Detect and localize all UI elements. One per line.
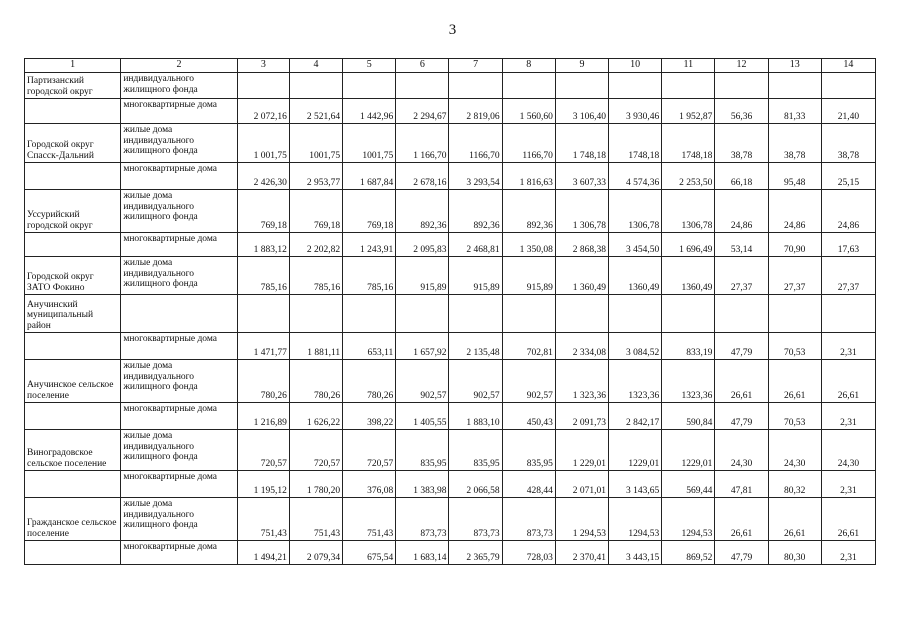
- housing-type: жилые дома индивидуального жилищного фонда: [121, 360, 237, 403]
- value-cell: [821, 295, 875, 333]
- housing-type: жилые дома индивидуального жилищного фонда: [121, 430, 237, 471]
- value-cell: 2 678,16: [396, 163, 449, 190]
- value-cell: 1 471,77: [237, 333, 289, 360]
- value-cell: 66,18: [715, 163, 768, 190]
- value-cell: 915,89: [449, 257, 502, 295]
- housing-type: многоквартирные дома: [121, 233, 237, 257]
- value-cell: 2 253,50: [662, 163, 715, 190]
- value-cell: 3 930,46: [609, 99, 662, 124]
- table-row: [25, 430, 876, 471]
- value-cell: 17,63: [821, 233, 875, 257]
- value-cell: 785,16: [237, 257, 289, 295]
- value-cell: 2 426,30: [237, 163, 289, 190]
- header-row: [25, 59, 876, 73]
- value-cell: 835,95: [449, 430, 502, 471]
- value-cell: 835,95: [396, 430, 449, 471]
- value-cell: 1 816,63: [502, 163, 555, 190]
- value-cell: 3 084,52: [609, 333, 662, 360]
- value-cell: 2,31: [821, 471, 875, 498]
- table-row: [25, 233, 876, 257]
- value-cell: 1 294,53: [555, 498, 608, 541]
- table-row: [25, 471, 876, 498]
- municipality-name: Анучинский муниципальный район: [25, 295, 121, 333]
- value-cell: 47,79: [715, 403, 768, 430]
- value-cell: [821, 73, 875, 99]
- value-cell: 2 521,64: [289, 99, 342, 124]
- housing-type: многоквартирные дома: [121, 163, 237, 190]
- value-cell: 1 229,01: [555, 430, 608, 471]
- value-cell: 1 306,78: [555, 190, 608, 233]
- value-cell: 2 819,06: [449, 99, 502, 124]
- value-cell: 2 365,79: [449, 541, 502, 565]
- value-cell: 26,61: [821, 360, 875, 403]
- value-cell: [768, 295, 821, 333]
- housing-type: индивидуального жилищного фонда: [121, 73, 237, 99]
- value-cell: 1 881,11: [289, 333, 342, 360]
- value-cell: 1001,75: [343, 124, 396, 163]
- table-row: [25, 360, 876, 403]
- value-cell: 751,43: [289, 498, 342, 541]
- value-cell: 81,33: [768, 99, 821, 124]
- value-cell: 1 216,89: [237, 403, 289, 430]
- value-cell: 450,43: [502, 403, 555, 430]
- value-cell: 2 095,83: [396, 233, 449, 257]
- value-cell: 1 560,60: [502, 99, 555, 124]
- value-cell: [449, 295, 502, 333]
- value-cell: 720,57: [289, 430, 342, 471]
- value-cell: 2 294,67: [396, 99, 449, 124]
- value-cell: 873,73: [502, 498, 555, 541]
- value-cell: 1 883,12: [237, 233, 289, 257]
- value-cell: 2,31: [821, 541, 875, 565]
- value-cell: 1 442,96: [343, 99, 396, 124]
- table-row: [25, 295, 876, 333]
- value-cell: [768, 73, 821, 99]
- housing-type: [121, 295, 237, 333]
- value-cell: 902,57: [396, 360, 449, 403]
- housing-type: жилые дома индивидуального жилищного фонда: [121, 257, 237, 295]
- value-cell: 95,48: [768, 163, 821, 190]
- value-cell: 751,43: [237, 498, 289, 541]
- value-cell: 1 383,98: [396, 471, 449, 498]
- value-cell: 24,30: [821, 430, 875, 471]
- value-cell: 3 443,15: [609, 541, 662, 565]
- value-cell: 1 883,10: [449, 403, 502, 430]
- value-cell: 1166,70: [449, 124, 502, 163]
- municipality-name: Городской округ Спасск-Дальний: [25, 124, 121, 163]
- housing-type: жилые дома индивидуального жилищного фонда: [121, 498, 237, 541]
- value-cell: [609, 295, 662, 333]
- value-cell: 2 202,82: [289, 233, 342, 257]
- value-cell: [289, 73, 342, 99]
- municipality-name: Уссурийский городской округ: [25, 190, 121, 233]
- value-cell: 590,84: [662, 403, 715, 430]
- column-header: 12: [715, 59, 768, 73]
- value-cell: 869,52: [662, 541, 715, 565]
- value-cell: [715, 295, 768, 333]
- value-cell: 47,81: [715, 471, 768, 498]
- value-cell: [502, 73, 555, 99]
- value-cell: 720,57: [237, 430, 289, 471]
- value-cell: 1 687,84: [343, 163, 396, 190]
- value-cell: [449, 73, 502, 99]
- value-cell: 26,61: [821, 498, 875, 541]
- value-cell: 1 683,14: [396, 541, 449, 565]
- value-cell: [609, 73, 662, 99]
- column-header: 8: [502, 59, 555, 73]
- municipality-name: Анучинское сельское поселение: [25, 360, 121, 403]
- value-cell: 21,40: [821, 99, 875, 124]
- value-cell: 2 868,38: [555, 233, 608, 257]
- value-cell: 1001,75: [289, 124, 342, 163]
- value-cell: 27,37: [715, 257, 768, 295]
- value-cell: 3 106,40: [555, 99, 608, 124]
- value-cell: 2 071,01: [555, 471, 608, 498]
- column-header: 13: [768, 59, 821, 73]
- value-cell: 3 293,54: [449, 163, 502, 190]
- table-row: [25, 498, 876, 541]
- table-row: [25, 99, 876, 124]
- value-cell: 1229,01: [609, 430, 662, 471]
- value-cell: 873,73: [449, 498, 502, 541]
- value-cell: 38,78: [768, 124, 821, 163]
- value-cell: [289, 295, 342, 333]
- column-header: 4: [289, 59, 342, 73]
- column-header: 10: [609, 59, 662, 73]
- value-cell: 915,89: [396, 257, 449, 295]
- value-cell: 769,18: [343, 190, 396, 233]
- tariff-table: [24, 58, 876, 565]
- value-cell: 3 454,50: [609, 233, 662, 257]
- value-cell: 1748,18: [609, 124, 662, 163]
- table-row: [25, 541, 876, 565]
- housing-type: многоквартирные дома: [121, 541, 237, 565]
- value-cell: 769,18: [237, 190, 289, 233]
- table-row: [25, 124, 876, 163]
- value-cell: 569,44: [662, 471, 715, 498]
- value-cell: 1294,53: [609, 498, 662, 541]
- value-cell: 675,54: [343, 541, 396, 565]
- value-cell: [555, 295, 608, 333]
- municipality-name: Виноградовское сельское поселение: [25, 430, 121, 471]
- value-cell: 892,36: [502, 190, 555, 233]
- value-cell: 1 780,20: [289, 471, 342, 498]
- value-cell: 902,57: [502, 360, 555, 403]
- value-cell: 1 001,75: [237, 124, 289, 163]
- value-cell: 780,26: [343, 360, 396, 403]
- value-cell: 47,79: [715, 333, 768, 360]
- municipality-name: Городской округ ЗАТО Фокино: [25, 257, 121, 295]
- value-cell: [715, 73, 768, 99]
- column-header: 2: [121, 59, 237, 73]
- table-row: [25, 403, 876, 430]
- value-cell: 376,08: [343, 471, 396, 498]
- value-cell: 80,30: [768, 541, 821, 565]
- housing-type: жилые дома индивидуального жилищного фонда: [121, 190, 237, 233]
- value-cell: 1 360,49: [555, 257, 608, 295]
- value-cell: 70,53: [768, 333, 821, 360]
- value-cell: 892,36: [396, 190, 449, 233]
- value-cell: 1 243,91: [343, 233, 396, 257]
- housing-type: многоквартирные дома: [121, 403, 237, 430]
- value-cell: 728,03: [502, 541, 555, 565]
- column-header: 9: [555, 59, 608, 73]
- value-cell: 80,32: [768, 471, 821, 498]
- value-cell: [237, 295, 289, 333]
- value-cell: 1 952,87: [662, 99, 715, 124]
- value-cell: 3 143,65: [609, 471, 662, 498]
- value-cell: [396, 295, 449, 333]
- housing-type: многоквартирные дома: [121, 99, 237, 124]
- value-cell: 70,53: [768, 403, 821, 430]
- column-header: 3: [237, 59, 289, 73]
- value-cell: 720,57: [343, 430, 396, 471]
- value-cell: 873,73: [396, 498, 449, 541]
- page-number: 3: [448, 22, 457, 38]
- municipality-name: [25, 99, 121, 124]
- value-cell: 1 405,55: [396, 403, 449, 430]
- value-cell: 2 135,48: [449, 333, 502, 360]
- value-cell: 26,61: [768, 360, 821, 403]
- value-cell: 4 574,36: [609, 163, 662, 190]
- value-cell: [237, 73, 289, 99]
- value-cell: 835,95: [502, 430, 555, 471]
- value-cell: [555, 73, 608, 99]
- value-cell: 769,18: [289, 190, 342, 233]
- column-header: 1: [25, 59, 121, 73]
- column-header: 7: [449, 59, 502, 73]
- housing-type: многоквартирные дома: [121, 471, 237, 498]
- value-cell: 2 072,16: [237, 99, 289, 124]
- value-cell: 1323,36: [662, 360, 715, 403]
- value-cell: 70,90: [768, 233, 821, 257]
- value-cell: 26,61: [715, 498, 768, 541]
- value-cell: 1 195,12: [237, 471, 289, 498]
- column-header: 6: [396, 59, 449, 73]
- value-cell: 902,57: [449, 360, 502, 403]
- value-cell: 2 468,81: [449, 233, 502, 257]
- value-cell: 56,36: [715, 99, 768, 124]
- value-cell: 702,81: [502, 333, 555, 360]
- municipality-name: [25, 333, 121, 360]
- value-cell: 3 607,33: [555, 163, 608, 190]
- value-cell: 26,61: [768, 498, 821, 541]
- value-cell: 1 696,49: [662, 233, 715, 257]
- table-row: [25, 190, 876, 233]
- value-cell: 25,15: [821, 163, 875, 190]
- value-cell: [662, 295, 715, 333]
- value-cell: 2,31: [821, 333, 875, 360]
- value-cell: 1229,01: [662, 430, 715, 471]
- value-cell: 53,14: [715, 233, 768, 257]
- value-cell: 1748,18: [662, 124, 715, 163]
- value-cell: 1306,78: [609, 190, 662, 233]
- value-cell: 38,78: [821, 124, 875, 163]
- value-cell: 1 350,08: [502, 233, 555, 257]
- value-cell: 24,86: [821, 190, 875, 233]
- value-cell: 780,26: [237, 360, 289, 403]
- table-body: [25, 73, 876, 565]
- value-cell: 2 842,17: [609, 403, 662, 430]
- value-cell: 24,30: [768, 430, 821, 471]
- value-cell: 2 334,08: [555, 333, 608, 360]
- value-cell: 1166,70: [502, 124, 555, 163]
- value-cell: 1360,49: [609, 257, 662, 295]
- value-cell: 2 091,73: [555, 403, 608, 430]
- value-cell: 1294,53: [662, 498, 715, 541]
- value-cell: 1 166,70: [396, 124, 449, 163]
- municipality-name: [25, 471, 121, 498]
- housing-type: жилые дома индивидуального жилищного фонда: [121, 124, 237, 163]
- municipality-name: [25, 403, 121, 430]
- value-cell: 1306,78: [662, 190, 715, 233]
- value-cell: 24,86: [768, 190, 821, 233]
- value-cell: 2 079,34: [289, 541, 342, 565]
- column-header: 14: [821, 59, 875, 73]
- value-cell: 915,89: [502, 257, 555, 295]
- value-cell: 785,16: [343, 257, 396, 295]
- table-row: [25, 333, 876, 360]
- value-cell: 653,11: [343, 333, 396, 360]
- housing-type: многоквартирные дома: [121, 333, 237, 360]
- value-cell: 27,37: [768, 257, 821, 295]
- value-cell: 892,36: [449, 190, 502, 233]
- value-cell: 27,37: [821, 257, 875, 295]
- value-cell: 833,19: [662, 333, 715, 360]
- column-header: 5: [343, 59, 396, 73]
- value-cell: [343, 73, 396, 99]
- value-cell: 2 370,41: [555, 541, 608, 565]
- value-cell: 1 748,18: [555, 124, 608, 163]
- value-cell: 2 066,58: [449, 471, 502, 498]
- value-cell: 1 657,92: [396, 333, 449, 360]
- value-cell: 47,79: [715, 541, 768, 565]
- value-cell: 24,30: [715, 430, 768, 471]
- municipality-name: [25, 163, 121, 190]
- value-cell: 24,86: [715, 190, 768, 233]
- value-cell: 785,16: [289, 257, 342, 295]
- value-cell: [502, 295, 555, 333]
- municipality-name: Гражданское сельское поселение: [25, 498, 121, 541]
- value-cell: 1360,49: [662, 257, 715, 295]
- municipality-name: [25, 233, 121, 257]
- value-cell: 26,61: [715, 360, 768, 403]
- value-cell: 780,26: [289, 360, 342, 403]
- value-cell: 1 323,36: [555, 360, 608, 403]
- value-cell: 428,44: [502, 471, 555, 498]
- value-cell: 38,78: [715, 124, 768, 163]
- value-cell: 751,43: [343, 498, 396, 541]
- municipality-name: Партизанский городской округ: [25, 73, 121, 99]
- table-row: [25, 257, 876, 295]
- value-cell: 1323,36: [609, 360, 662, 403]
- value-cell: 1 626,22: [289, 403, 342, 430]
- value-cell: 1 494,21: [237, 541, 289, 565]
- municipality-name: [25, 541, 121, 565]
- table-row: [25, 73, 876, 99]
- value-cell: 398,22: [343, 403, 396, 430]
- value-cell: 2,31: [821, 403, 875, 430]
- value-cell: 2 953,77: [289, 163, 342, 190]
- value-cell: [662, 73, 715, 99]
- value-cell: [343, 295, 396, 333]
- table-row: [25, 163, 876, 190]
- value-cell: [396, 73, 449, 99]
- column-header: 11: [662, 59, 715, 73]
